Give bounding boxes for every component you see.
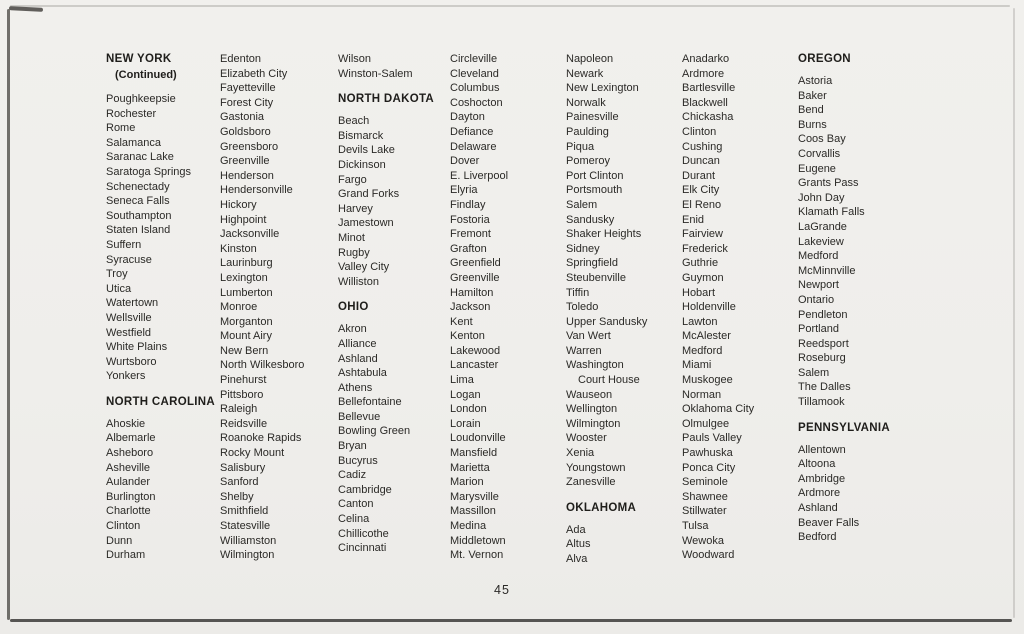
city-item: Mansfield — [450, 447, 498, 460]
city-item: Salem — [566, 198, 598, 211]
city-item: Watertown — [106, 297, 159, 310]
city-item: Williston — [338, 275, 379, 288]
state-block — [220, 52, 338, 563]
city-item: Dover — [450, 155, 480, 168]
city-item: Bryan — [338, 440, 367, 453]
city-item: Bowling Green — [338, 425, 411, 438]
city-item: Frederick — [682, 242, 728, 255]
city-item: Rochester — [106, 107, 157, 120]
city-item: Ontario — [798, 293, 835, 306]
state-header: OHIO — [338, 301, 369, 314]
city-item: Newark — [566, 67, 604, 80]
city-item: Sidney — [566, 242, 600, 255]
city-item: Massillon — [450, 505, 496, 518]
city-list — [338, 114, 450, 289]
city-item: Staten Island — [106, 224, 171, 237]
city-item: Newport — [798, 279, 839, 292]
city-item: Gastonia — [220, 111, 265, 124]
city-item: Napoleon — [566, 53, 614, 65]
city-item: Poughkeepsie — [106, 93, 176, 105]
city-item: Hamilton — [450, 286, 494, 299]
city-item: Woodward — [682, 549, 735, 562]
city-item: Ardmore — [682, 67, 725, 80]
city-item: Syracuse — [106, 253, 152, 266]
city-list — [682, 52, 798, 563]
scan-edge-right — [1013, 8, 1015, 618]
city-item: LaGrande — [798, 220, 847, 233]
city-item: Burlington — [106, 490, 156, 503]
city-item: Alliance — [338, 337, 377, 350]
city-item: Bismarck — [338, 129, 384, 142]
city-item: Blackwell — [682, 96, 728, 109]
city-item: Ardmore — [798, 487, 841, 500]
city-item: Lawton — [682, 315, 718, 328]
city-item: Dunn — [106, 534, 133, 547]
city-item: Suffern — [106, 238, 142, 251]
city-item: Wurtsboro — [106, 355, 157, 368]
city-item: Southampton — [106, 209, 172, 222]
city-item: Dickinson — [338, 158, 386, 171]
city-item: Clinton — [682, 125, 717, 138]
city-item: Morganton — [220, 315, 273, 328]
city-item: Pittsboro — [220, 388, 264, 401]
city-item: Wewoka — [682, 534, 724, 547]
city-list — [566, 523, 682, 567]
column — [450, 52, 566, 563]
city-item: Norman — [682, 388, 722, 401]
city-item: Enid — [682, 213, 705, 226]
city-item: Beaver Falls — [798, 516, 860, 529]
city-item: Celina — [338, 513, 370, 526]
city-item: Lakewood — [450, 344, 501, 357]
state-block — [338, 92, 450, 289]
city-item: The Dalles — [798, 381, 851, 394]
city-item: Loudonville — [450, 432, 506, 445]
city-item: Utica — [106, 282, 132, 295]
city-item: Toledo — [566, 301, 599, 314]
city-item: Shawnee — [682, 490, 728, 503]
city-item: Fargo — [338, 173, 367, 186]
city-item: Astoria — [798, 75, 833, 87]
city-item: Minot — [338, 231, 365, 244]
city-item: Lancaster — [450, 359, 499, 372]
city-item: Canton — [338, 498, 374, 511]
city-item: Reedsport — [798, 337, 849, 350]
city-item: Williamston — [220, 534, 277, 547]
city-item: E. Liverpool — [450, 169, 509, 182]
state-block — [682, 52, 798, 563]
city-item: Medina — [450, 520, 487, 532]
state-block — [566, 52, 682, 490]
city-item: Ashland — [338, 352, 378, 365]
city-item: Kinston — [220, 242, 257, 255]
city-item: Steubenville — [566, 271, 626, 284]
city-columns — [106, 52, 918, 567]
column — [566, 52, 682, 567]
city-item: Baker — [798, 89, 827, 102]
city-item: London — [450, 403, 487, 416]
state-block — [798, 421, 918, 545]
city-item: Highpoint — [220, 213, 267, 226]
city-item: Anadarko — [682, 53, 730, 65]
city-item: Aulander — [106, 476, 151, 489]
city-item: Allentown — [798, 443, 846, 456]
city-item: Court House — [578, 374, 640, 387]
city-item: Athens — [338, 381, 373, 394]
city-item: Eugene — [798, 162, 836, 175]
city-item: Westfield — [106, 326, 152, 339]
city-item: Grafton — [450, 242, 487, 255]
city-item: Jacksonville — [220, 228, 280, 241]
city-item: Ahoskie — [106, 417, 146, 430]
city-item: Delaware — [450, 140, 497, 153]
city-item: Chickasha — [682, 111, 734, 124]
city-item: McMinnville — [798, 264, 856, 277]
city-item: Altoona — [798, 458, 836, 471]
state-header: OREGON — [798, 53, 851, 65]
city-item: Elyria — [450, 184, 478, 197]
city-item: Clinton — [106, 520, 141, 533]
city-list — [798, 443, 918, 545]
city-item: Ashtabula — [338, 367, 387, 380]
city-item: Ada — [566, 523, 586, 536]
city-item: Xenia — [566, 447, 595, 460]
city-item: Salamanca — [106, 136, 162, 149]
city-item: Albemarle — [106, 432, 156, 445]
city-item: Tiffin — [566, 286, 590, 299]
city-item: Portsmouth — [566, 184, 623, 197]
state-header: NORTH DAKOTA — [338, 93, 435, 106]
city-item: Roseburg — [798, 352, 846, 365]
city-item: John Day — [798, 191, 845, 204]
city-item: Goldsboro — [220, 125, 271, 138]
city-item: North Wilkesboro — [220, 359, 305, 372]
city-item: Duncan — [682, 155, 720, 168]
city-item: Van Wert — [566, 330, 611, 343]
city-item: Elk City — [682, 184, 720, 197]
city-item: Elizabeth City — [220, 67, 288, 80]
city-item: Ambridge — [798, 472, 846, 485]
city-item: Stillwater — [682, 505, 727, 518]
city-item: New Bern — [220, 344, 269, 357]
city-item: Saranac Lake — [106, 151, 174, 164]
city-item: Bucyrus — [338, 454, 378, 467]
city-item: Mount Airy — [220, 330, 272, 343]
state-block — [338, 300, 450, 556]
city-item: Schenectady — [106, 180, 170, 193]
city-item: Coshocton — [450, 96, 503, 109]
city-item: McAlester — [682, 330, 731, 343]
city-item: Beach — [338, 115, 370, 128]
state-block — [450, 52, 566, 563]
city-item: Raleigh — [220, 403, 258, 416]
city-item: Hobart — [682, 286, 716, 299]
city-item: Smithfield — [220, 505, 269, 518]
city-item: Pinehurst — [220, 374, 267, 387]
city-item: Seminole — [682, 476, 728, 489]
city-item: Klamath Falls — [798, 206, 865, 219]
state-header: NORTH CAROLINA — [106, 395, 215, 408]
city-item: Fairview — [682, 228, 723, 241]
state-subheader: (Continued) — [115, 69, 177, 81]
city-item: Burns — [798, 118, 827, 131]
city-item: Lumberton — [220, 286, 273, 299]
scan-edge-top — [10, 5, 1010, 7]
city-item: Greensboro — [220, 140, 279, 153]
city-item: Lakeview — [798, 235, 844, 248]
city-item: Pawhuska — [682, 447, 733, 460]
city-item: Kent — [450, 315, 473, 328]
city-item: Findlay — [450, 198, 486, 211]
city-item: Greenville — [450, 271, 500, 284]
city-item: Miami — [682, 359, 712, 372]
city-item: Durham — [106, 549, 146, 562]
city-item: Roanoke Rapids — [220, 432, 302, 445]
city-item: Seneca Falls — [106, 195, 170, 208]
city-item: Wellsville — [106, 311, 152, 324]
city-item: Bellefontaine — [338, 396, 402, 409]
city-item: Springfield — [566, 257, 618, 270]
city-item: Grand Forks — [338, 188, 400, 201]
city-item: Troy — [106, 268, 128, 281]
city-item: Oklahoma City — [682, 403, 755, 416]
city-item: Hickory — [220, 198, 257, 211]
city-item: Zanesville — [566, 476, 616, 489]
city-item: Bellevue — [338, 410, 381, 423]
city-item: Lorain — [450, 417, 481, 430]
city-item: New Lexington — [566, 82, 639, 95]
city-item: Guthrie — [682, 257, 719, 270]
city-item: Henderson — [220, 169, 274, 182]
state-block — [798, 52, 918, 410]
city-item: Charlotte — [106, 505, 151, 518]
city-item: Rome — [106, 122, 136, 135]
city-list — [798, 74, 918, 410]
scan-edge-left — [7, 9, 10, 620]
city-item: El Reno — [682, 198, 722, 211]
city-item: Mt. Vernon — [450, 549, 504, 562]
city-item: Altus — [566, 538, 591, 551]
city-item: Cushing — [682, 140, 723, 153]
city-list — [338, 322, 450, 556]
city-item: Defiance — [450, 125, 494, 138]
city-item: Saratoga Springs — [106, 165, 191, 178]
city-item: Bedford — [798, 531, 837, 544]
city-item: Harvey — [338, 202, 373, 215]
city-item: Medford — [798, 250, 839, 263]
city-item: Cambridge — [338, 483, 392, 496]
city-item: Corvallis — [798, 147, 841, 160]
city-item: Middletown — [450, 534, 506, 547]
city-item: Cleveland — [450, 67, 499, 80]
city-item: Port Clinton — [566, 169, 624, 182]
city-list — [220, 52, 338, 563]
column — [798, 52, 918, 545]
column — [106, 52, 220, 563]
city-item: Forest City — [220, 96, 274, 109]
city-item: Youngstown — [566, 461, 626, 474]
city-item: Coos Bay — [798, 133, 846, 146]
city-item: Hendersonville — [220, 184, 293, 197]
city-item: Sanford — [220, 476, 259, 489]
city-item: Fremont — [450, 228, 491, 241]
city-item: Bend — [798, 104, 824, 117]
city-item: Marietta — [450, 461, 490, 474]
city-item: Durant — [682, 169, 716, 182]
column — [220, 52, 338, 563]
city-item: Upper Sandusky — [566, 315, 648, 328]
city-item: Rocky Mount — [220, 447, 285, 460]
city-item: Chillicothe — [338, 527, 389, 540]
scan-corner-mark — [9, 6, 43, 12]
state-header: OKLAHOMA — [566, 501, 637, 514]
city-list — [338, 52, 450, 81]
city-item: Jamestown — [338, 217, 394, 230]
city-item: Wilson — [338, 53, 372, 65]
city-item: Kenton — [450, 330, 485, 343]
state-header: NEW YORK — [106, 53, 172, 65]
city-item: Lima — [450, 374, 474, 387]
city-item: Dayton — [450, 111, 485, 124]
city-item: Pauls Valley — [682, 432, 742, 445]
city-item: Circleville — [450, 53, 498, 65]
city-list — [106, 417, 220, 563]
city-item: Guymon — [682, 271, 724, 284]
city-item: Ashland — [798, 502, 838, 515]
city-item: Pomeroy — [566, 155, 611, 168]
city-item: Salisbury — [220, 461, 266, 474]
state-block — [338, 52, 450, 81]
state-block — [566, 501, 682, 567]
column — [682, 52, 798, 563]
city-item: Wilmington — [220, 549, 275, 562]
city-item: Ponca City — [682, 461, 736, 474]
city-item: Devils Lake — [338, 144, 395, 157]
city-item: Rugby — [338, 246, 370, 259]
city-item: Logan — [450, 388, 481, 401]
state-header: PENNSYLVANIA — [798, 421, 890, 434]
city-item: Holdenville — [682, 301, 736, 314]
city-item: Fostoria — [450, 213, 490, 226]
city-item: Shelby — [220, 490, 254, 503]
city-item: Yonkers — [106, 370, 146, 383]
city-item: Valley City — [338, 261, 390, 274]
city-item: Portland — [798, 323, 839, 336]
city-item: Alva — [566, 553, 588, 565]
city-item: Marion — [450, 476, 484, 489]
city-item: Muskogee — [682, 374, 733, 387]
city-item: Piqua — [566, 140, 595, 153]
page-number: 45 — [494, 583, 510, 597]
city-item: Wauseon — [566, 388, 613, 401]
city-item: Columbus — [450, 82, 500, 95]
city-item: Olmulgee — [682, 417, 730, 430]
column — [338, 52, 450, 556]
city-item: Wilmington — [566, 417, 621, 430]
city-item: Cincinnati — [338, 542, 387, 555]
city-item: Asheboro — [106, 447, 154, 460]
city-item: Statesville — [220, 520, 271, 532]
scan-edge-bottom — [10, 619, 1012, 622]
city-item: Sandusky — [566, 213, 615, 226]
city-item: Pendleton — [798, 308, 848, 321]
city-item: Winston-Salem — [338, 67, 413, 80]
city-item: Laurinburg — [220, 257, 273, 270]
city-item: Cadiz — [338, 469, 367, 482]
city-item: Paulding — [566, 125, 609, 138]
city-list — [106, 92, 220, 384]
city-item: Wellington — [566, 403, 618, 416]
city-item: Fayetteville — [220, 82, 276, 95]
city-item: Marysville — [450, 490, 499, 503]
city-list — [450, 52, 566, 563]
city-list — [566, 52, 682, 490]
state-block — [106, 52, 220, 384]
city-item: Washington — [566, 359, 624, 372]
city-item: Greenville — [220, 155, 270, 168]
city-item: Asheville — [106, 461, 151, 474]
city-item: Akron — [338, 323, 367, 336]
city-item: Bartlesville — [682, 82, 736, 95]
state-block — [106, 395, 220, 563]
city-item: Shaker Heights — [566, 228, 642, 241]
city-item: Wooster — [566, 432, 607, 445]
city-item: Painesville — [566, 111, 619, 124]
city-item: Greenfield — [450, 257, 501, 270]
city-item: Edenton — [220, 53, 261, 65]
city-item: Grants Pass — [798, 177, 859, 190]
city-item: Medford — [682, 344, 723, 357]
city-item: Jackson — [450, 301, 491, 314]
city-item: Lexington — [220, 271, 268, 284]
city-item: Norwalk — [566, 96, 606, 109]
city-item: Monroe — [220, 301, 258, 314]
city-item: Warren — [566, 344, 602, 357]
city-item: White Plains — [106, 341, 168, 354]
city-item: Reidsville — [220, 417, 268, 430]
city-item: Tulsa — [682, 520, 709, 532]
city-item: Salem — [798, 366, 830, 379]
city-item: Tillamook — [798, 396, 845, 409]
